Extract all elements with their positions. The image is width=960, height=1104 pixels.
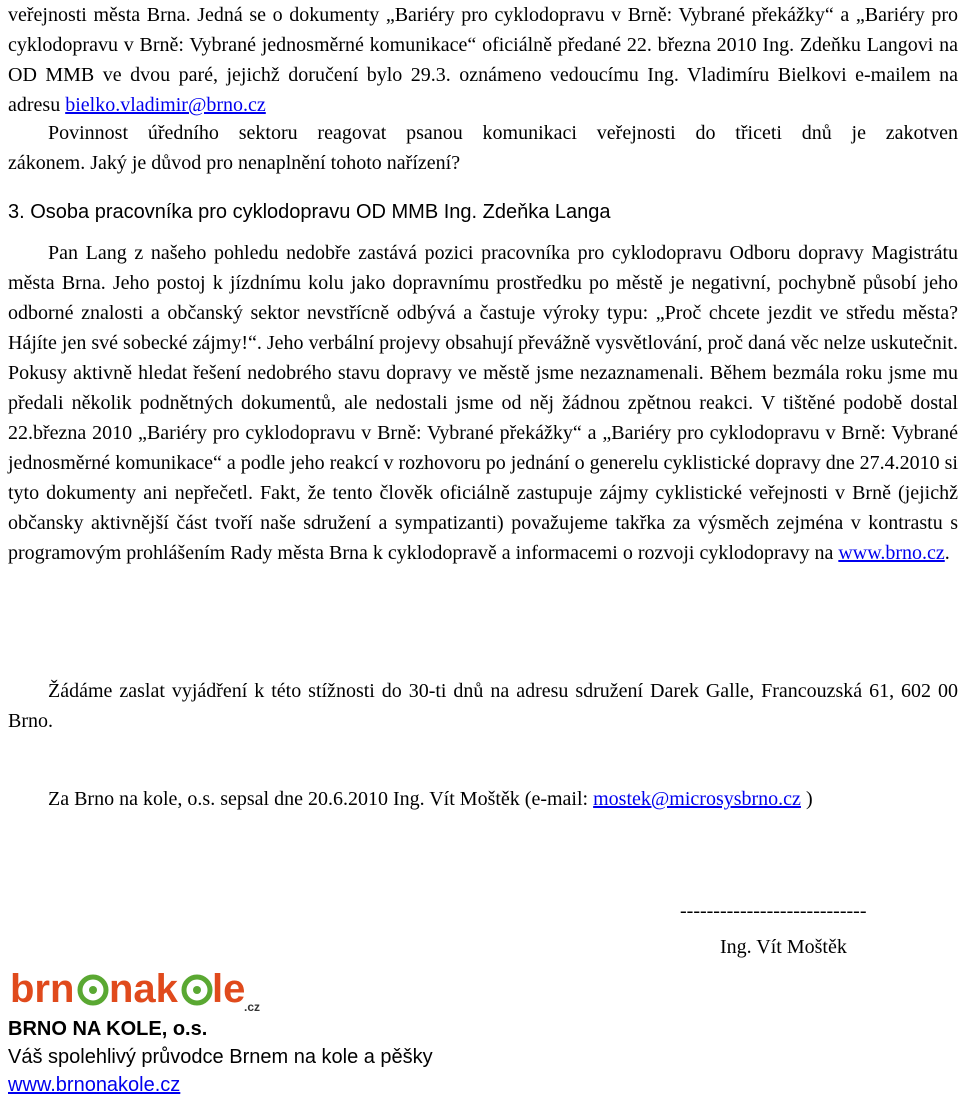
logo-text-brn: brn: [10, 967, 75, 1011]
request-line-1: Povinnost úředního sektoru reagovat psanou komunikaci veřejnosti do třiceti dnů je zakotven: [48, 122, 958, 144]
closing-text: Za Brno na kole, o.s. sepsal dne 20.6.2010 Ing. Vít Moštěk (e-mail:: [48, 788, 594, 810]
mostek-email-link[interactable]: mostek@microsysbrno.cz: [593, 788, 801, 810]
section-3-body: [8, 238, 958, 568]
section-3-text: Pan Lang z našeho pohledu nedobře zastává pozici pracovníka pro cyklodopravu Odboru dopravy Magistrátu města Brna. Jeho postoj k jízdnímu kolu jako dopravnímu prostředku po městě je negativní, pochybně působí jeho odborné znalosti a občanský sektor nevstřícně odbývá a častuje výroky typu: „Proč chcete jezdit ve středu města? Hájíte jen své sobecké zájmy!“. Jeho verbální projevy obsahují převážně vysvětlování, proč daná věc nelze uskutečnit. Pokusy aktivně hledat řešení nedobrého stavu dopravy ve městě jsme nezaznamenali. Během bezmála roku jsme mu předali několik podnětných dokumentů, ale nedostali jsme od něj žádnou zpětnou reakci. V tištěné podobě dostal 22.března 2010 „Bariéry pro cyklodopravu v Brně: Vybrané překážky“ a „Bariéry pro cyklodopravu v Brně: Vybrané jednosměrné komunikace“ a podle jeho reakcí v rozhovoru po jednání o generelu cyklistické dopravy dne 27.4.2010 si tyto dokumenty ani nepřečetl. Fakt, že tento člověk oficiálně zastupuje zájmy cyklistické veřejnosti v Brně (jejichž občansky aktivnější část tvoří naše sdružení a sympatizanti) považujeme takřka za výsměch zejména v kontrastu s programovým prohlášením Rady města Brna k cyklodopravě a informacemi o rozvoji cyklodopravy na: [8, 242, 958, 564]
org-web-wrapper: [8, 1072, 180, 1098]
org-website-link[interactable]: www.brnonakole.cz: [8, 1074, 181, 1096]
signature-line: ----------------------------: [680, 900, 867, 922]
logo-wheel-2: [184, 977, 210, 1003]
org-slogan: Váš spolehlivý průvodce Brnem na kole a pěšky: [8, 1046, 433, 1068]
intro-text: veřejnosti města Brna. Jedná se o dokumenty „Bariéry pro cyklodopravu v Brně: Vybrané překážky“ a „Bariéry pro cyklodopravu v Brně: Vybrané jednosměrné komunikace“ oficiálně předané 22. března 2010 Ing. Zdeňku Langovi na OD MMB ve dvou paré, jejichž doručení bylo 29.3. oznámeno vedoucímu Ing. Vladimíru Bielkovi e-mailem na adresu: [8, 4, 958, 116]
logo-text-nak: nak: [109, 967, 178, 1011]
intro-paragraph: [8, 0, 958, 120]
request-statement: Žádáme zaslat vyjádření k této stížnosti do 30-ti dnů na adresu sdružení Darek Galle, Francouzská 61, 602 00 Brno.: [8, 680, 958, 732]
brno-cz-link[interactable]: www.brno.cz: [838, 542, 945, 564]
request-line-2: zákonem. Jaký je důvod pro nenaplnění tohoto nařízení?: [8, 152, 461, 174]
closing-tail: ): [800, 788, 813, 810]
request-paragraph: [8, 118, 958, 178]
section-3-tail: .: [944, 542, 950, 564]
brnonakole-logo: [8, 964, 266, 1014]
org-name: BRNO NA KOLE, o.s.: [8, 1018, 208, 1040]
logo-text-cz: .cz: [244, 1000, 261, 1014]
section-3-heading: 3. Osoba pracovníka pro cyklodopravu OD MMB Ing. Zdeňka Langa: [8, 201, 611, 223]
bielko-email-link[interactable]: bielko.vladimir@brno.cz: [65, 94, 266, 116]
closing-line: [48, 784, 813, 814]
signature-name: Ing. Vít Moštěk: [720, 936, 847, 958]
logo-wheel-1: [80, 977, 106, 1003]
logo-text-le: le: [212, 967, 246, 1011]
